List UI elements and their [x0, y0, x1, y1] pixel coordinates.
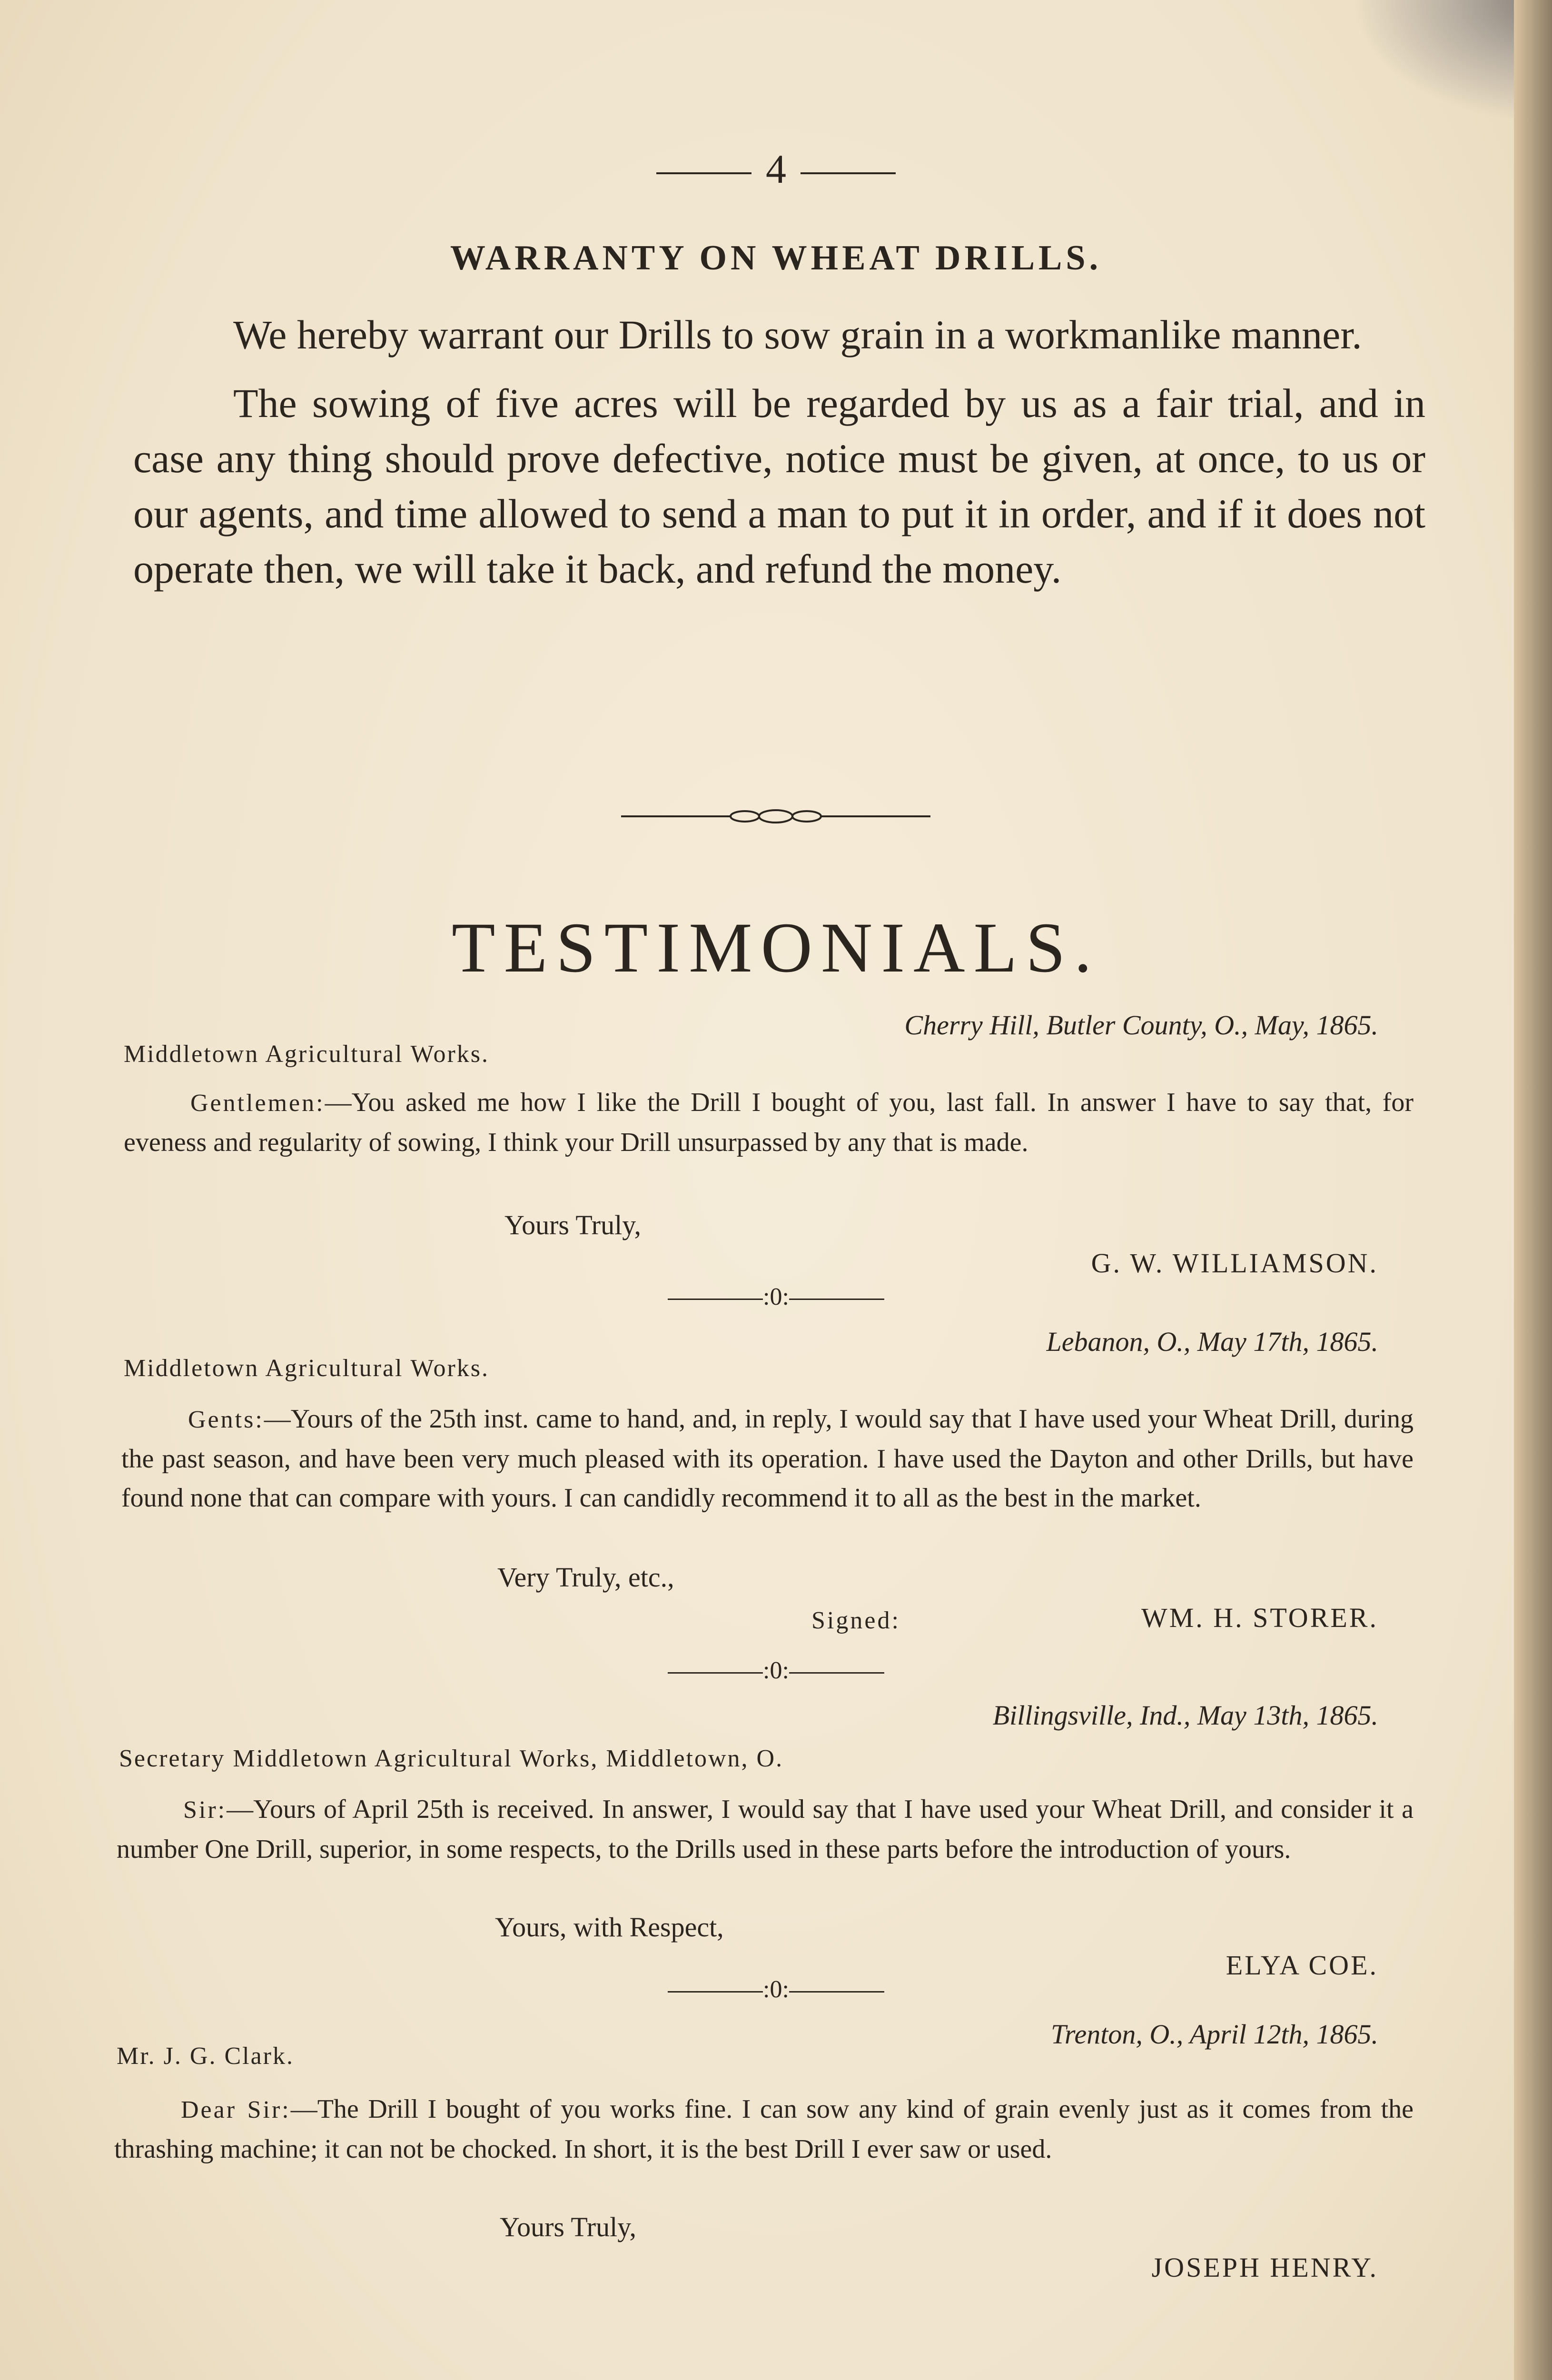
testimonial-1-body [124, 1083, 1414, 1162]
testimonial-4-place-date: Trenton, O., April 12th, 1865. [1050, 2019, 1378, 2050]
page-number [0, 145, 1552, 193]
testimonial-1-addressee: Middletown Agricultural Works. [124, 1041, 490, 1068]
divider-line [668, 1991, 763, 1993]
warranty-body [133, 307, 1425, 610]
testimonials-heading: TESTIMONIALS. [451, 908, 1101, 987]
testimonial-2-place-date: Lebanon, O., May 17th, 1865. [1046, 1326, 1378, 1357]
testimonial-4-salutation: Dear Sir: [181, 2096, 291, 2123]
testimonial-3-body [117, 1790, 1414, 1869]
testimonial-3-closing: Yours, with Respect, [495, 1912, 724, 1943]
testimonial-1-text: —You asked me how I like the Drill I bought of you, last fall. In answer I have to say that, for eveness and regularity of sowing, I think your Drill unsurpassed by any that is made. [124, 1088, 1414, 1157]
divider-line [668, 1672, 763, 1674]
divider-line [789, 1991, 884, 1993]
testimonial-1-salutation: Gentlemen: [190, 1090, 325, 1117]
testimonial-4-body [114, 2090, 1414, 2169]
page-number-rule-right [801, 172, 896, 174]
testimonial-2-salutation: Gents: [188, 1406, 264, 1433]
testimonial-3-signature: ELYA COE. [1226, 1950, 1378, 1981]
testimonial-3-text: —Yours of April 25th is received. In answer, I would say that I have used your Wheat Drill, and consider it a number One Drill, superior, in some respects, to the Drills used in these parts before the introduction of yours. [117, 1795, 1414, 1864]
testimonial-4-text: —The Drill I bought of you works fine. I can sow any kind of grain evenly just as it comes from the thrashing machine; it can not be chocked. In short, it is the best Drill I ever saw or used. [114, 2094, 1414, 2164]
warranty-paragraph: We hereby warrant our Drills to sow grain in a workmanlike manner. [233, 312, 1362, 357]
testimonial-2-closing: Very Truly, etc., [497, 1562, 674, 1593]
warranty-heading: WARRANTY ON WHEAT DRILLS. [450, 238, 1102, 278]
divider-text: :0: [763, 1283, 789, 1310]
testimonial-2-signed-label: Signed: [811, 1607, 900, 1634]
testimonial-2-signature: WM. H. STORER. [1141, 1602, 1378, 1633]
testimonial-1-place-date: Cherry Hill, Butler County, O., May, 1865. [904, 1010, 1378, 1041]
page-number-text: 4 [766, 146, 786, 192]
divider-line [789, 1672, 884, 1674]
divider-line [668, 1299, 763, 1300]
testimonial-4-signature: JOSEPH HENRY. [1151, 2252, 1378, 2283]
divider-text: :0: [763, 1657, 789, 1684]
testimonial-3-addressee: Secretary Middletown Agricultural Works, Middletown, O. [119, 1745, 784, 1772]
testimonial-2-body [121, 1399, 1414, 1517]
page-edge [1514, 0, 1552, 2380]
testimonial-divider [0, 1975, 1552, 2003]
testimonial-1-signature: G. W. WILLIAMSON. [1091, 1248, 1378, 1279]
ornamental-divider [0, 807, 1552, 828]
testimonial-1-closing: Yours Truly, [504, 1210, 641, 1240]
divider-line [789, 1299, 884, 1300]
testimonial-2-addressee: Middletown Agricultural Works. [124, 1355, 490, 1382]
testimonial-3-place-date: Billingsville, Ind., May 13th, 1865. [992, 1700, 1378, 1731]
page-number-rule-left [656, 172, 751, 174]
testimonial-4-closing: Yours Truly, [500, 2211, 636, 2242]
testimonial-3-salutation: Sir: [183, 1796, 227, 1824]
testimonial-4-addressee: Mr. J. G. Clark. [117, 2043, 294, 2070]
testimonial-divider [0, 1283, 1552, 1311]
divider-text: :0: [763, 1976, 789, 2003]
warranty-paragraph: The sowing of five acres will be regarded by us as a fair trial, and in case any thing should prove defective, notice must be given, at once, to us or our agents, and time allowed to send a man to put it in order, and if it does not operate then, we will take it back, and refund the money. [133, 380, 1425, 592]
ornament-flourish-icon [0, 807, 1552, 826]
testimonial-divider [0, 1656, 1552, 1685]
testimonial-2-text: —Yours of the 25th inst. came to hand, and, in reply, I would say that I have used your Wheat Drill, during the past season, and have been very much pleased with its operation. I have used the Dayton and other Drills, but have found none that can compare with yours. I can candidly recommend it to all as the best in the market. [121, 1404, 1414, 1513]
